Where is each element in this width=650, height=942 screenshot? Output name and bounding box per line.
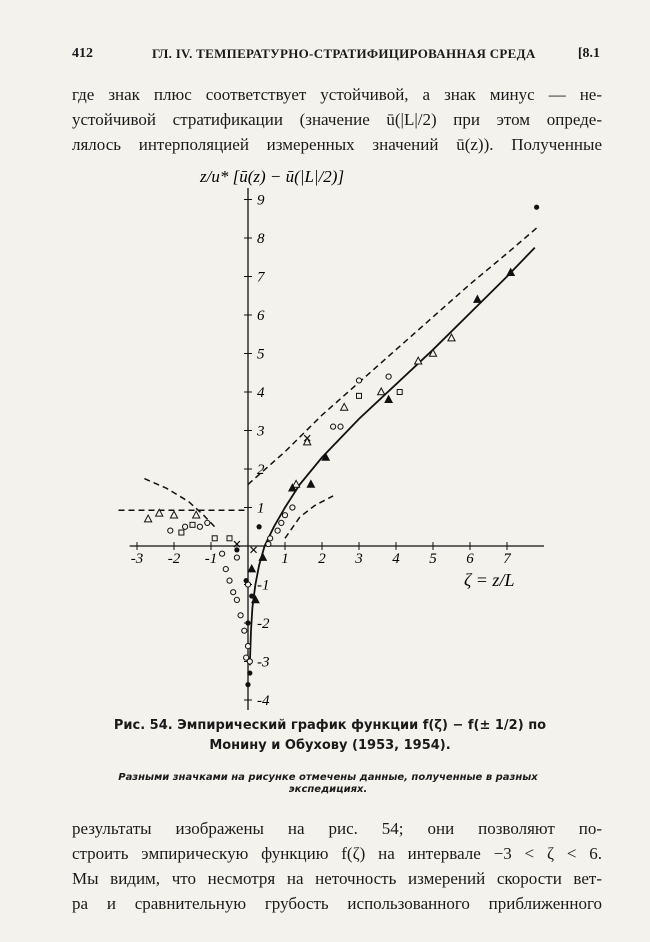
point-cross [251,547,257,553]
top-paragraph [72,82,602,157]
point-circle-open [205,520,210,525]
point-circle-open [338,424,343,429]
point-circle-open [197,524,202,529]
y-axis-label: z/u* [ū(z) − ū(|L|/2)] [200,167,345,186]
page-number: 412 [72,46,93,61]
x-tick-label: 6 [466,551,474,567]
text-line: где знак плюс соответствует устойчивой, а знак минус — не- [72,85,602,104]
point-circle-open [356,378,361,383]
y-tick-label: 5 [257,346,265,363]
y-tick-label: 4 [257,385,265,401]
x-tick-label: 3 [355,551,363,567]
point-circle-open [234,555,239,560]
figure-plot [0,150,650,710]
point-circle-open [220,551,225,556]
point-square-open [190,522,195,527]
x-tick-label: -2 [167,551,181,567]
point-circle-filled [534,205,539,210]
x-tick-label: -3 [130,551,144,567]
point-square-open [212,536,217,541]
point-circle-open [168,528,173,533]
point-circle-open [266,541,271,546]
y-tick-label: 2 [257,462,265,478]
x-tick-label: 5 [429,551,437,567]
point-circle-open [245,644,250,649]
text-line: ра и сравнительную грубость использованного приближенного [72,894,602,913]
point-triangle-open [170,511,177,518]
point-circle-open [234,597,239,602]
y-tick-label: 8 [257,231,265,247]
solid-curve [250,248,535,666]
point-triangle-filled [474,296,481,303]
point-circle-open [231,590,236,595]
dashed-curve [285,496,333,538]
point-circle-open [282,513,287,518]
dashed-curve [144,479,214,527]
point-circle-filled [244,578,249,583]
y-tick-label: -1 [257,577,270,594]
point-circle-open [331,424,336,429]
point-circle-filled [245,682,250,687]
y-tick-label: -3 [257,654,270,671]
point-circle-open [183,524,188,529]
y-tick-label: 3 [257,423,265,440]
x-tick-label: 7 [503,551,511,567]
point-circle-filled [245,620,250,625]
y-tick-label: -2 [257,616,270,632]
y-tick-label: 1 [257,500,265,517]
text-line: строить эмпирическую функцию f(ζ) на интервале −3 < ζ < 6. [72,844,602,863]
tick-labels-group [131,193,513,710]
point-triangle-open [145,515,152,522]
point-circle-open [268,536,273,541]
point-circle-open [238,613,243,618]
text-line: устойчивой стратификации (значение ū(|L|/2) при этом опреде- [72,110,602,129]
page-header [72,46,600,68]
x-tick-label: -1 [204,551,218,567]
point-square-open [227,536,232,541]
point-circle-filled [249,593,254,598]
point-circle-open [247,659,252,664]
text-line: Мы видим, что несмотря на неточность измерений скорости вет- [72,869,602,888]
y-tick-label: 7 [257,269,265,286]
point-triangle-open [193,511,200,518]
running-title: ГЛ. IV. ТЕМПЕРАТУРНО-СТРАТИФИЦИРОВАННАЯ СРЕДА [152,46,536,61]
x-axis-label: ζ = z/L [464,570,515,590]
point-triangle-open [378,388,385,395]
point-square-open [357,393,362,398]
point-circle-open [279,520,284,525]
point-triangle-filled [307,480,314,487]
point-triangle-open [341,403,348,410]
point-circle-open [227,578,232,583]
curve-group [119,226,539,665]
point-circle-filled [257,524,262,529]
x-tick-label: 4 [392,551,400,567]
point-circle-filled [247,670,252,675]
y-tick-label: 9 [257,192,265,209]
x-tick-label: 1 [281,551,289,567]
point-circle-filled [234,547,239,552]
point-triangle-filled [259,554,266,561]
point-circle-open [275,528,280,533]
point-triangle-filled [248,565,255,572]
axes-group [130,188,544,710]
dashed-curve [248,226,539,484]
point-triangle-filled [385,396,392,403]
point-square-open [179,530,184,535]
x-tick-label: 2 [318,551,326,567]
text-line: лялось интерполяцией измеренных значений ū(z)). Полученные [72,135,602,154]
point-square-open [397,390,402,395]
y-tick-label: 6 [257,308,265,324]
figure-caption: Рис. 54. Эмпирический график функции f(ζ) − f(± 1/2) по Монину и Обухову (1953, 1954). [113,718,547,753]
y-tick-label: -4 [257,693,270,709]
figure-note: Разными значками на рисунке отмечены данные, полученные в разных экспедициях. [118,772,538,795]
point-circle-open [386,374,391,379]
section-number: [8.1 [577,46,600,61]
bottom-paragraph [72,816,602,916]
point-circle-open [290,505,295,510]
data-points-group [145,205,540,688]
point-circle-open [242,628,247,633]
point-circle-open [223,567,228,572]
text-line: результаты изображены на рис. 54; они позволяют по- [72,819,602,838]
